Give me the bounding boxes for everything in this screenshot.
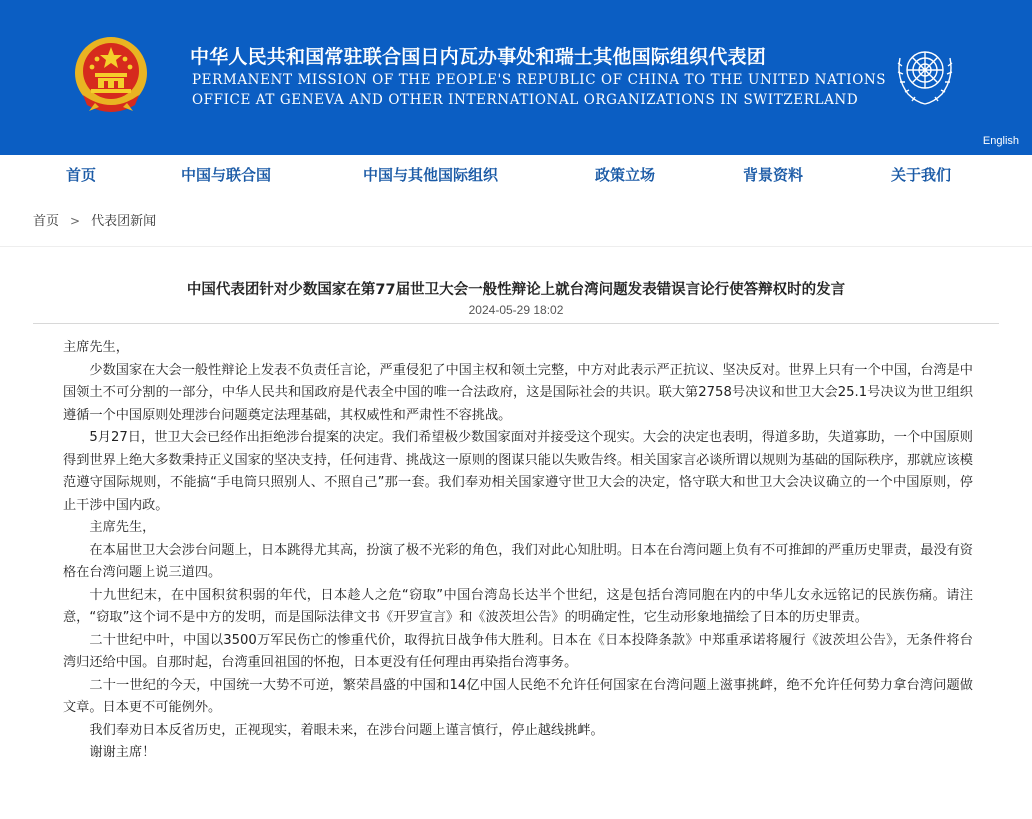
breadcrumb-separator: > [70, 214, 81, 228]
article-paragraph: 二十世纪中叶，中国以3500万军民伤亡的惨重代价，取得抗日战争伟大胜利。日本在《日本投降条款》中郑重承诺将履行《波茨坦公告》，无条件将台湾归还给中国。自那时起，台湾重回祖国的怀抱，日本更没有任何理由再染指台湾事务。 [63, 632, 973, 670]
un-emblem-icon [894, 40, 956, 110]
nav-item-background[interactable]: 背景资料 [743, 166, 804, 184]
article-paragraph: 在本届世卫大会涉台问题上，日本跳得尤其高，扮演了极不光彩的角色，我们对此心知肚明。日本在台湾问题上负有不可推卸的严重历史罪责，最没有资格在台湾问题上说三道四。 [63, 542, 973, 580]
site-title-en-line2: OFFICE AT GENEVA AND OTHER INTERNATIONAL ORGANIZATIONS IN SWITZERLAND [192, 92, 859, 108]
nav-item-china-other-orgs[interactable]: 中国与其他国际组织 [363, 166, 499, 184]
title-divider [33, 323, 999, 324]
article-date: 2024-05-29 18:02 [468, 303, 564, 317]
article-paragraph: 主席先生， [63, 340, 129, 355]
nav-item-home[interactable]: 首页 [66, 166, 97, 184]
breadcrumb-home[interactable]: 首页 [33, 214, 60, 229]
article-title: 中国代表团针对少数国家在第77届世卫大会一般性辩论上就台湾问题发表错误言论行使答辩权时的发言 [186, 282, 846, 298]
article-paragraph: 主席先生， [89, 520, 156, 535]
site-header [0, 0, 1032, 155]
article-body [63, 337, 973, 765]
article-paragraph: 二十一世纪的今天，中国统一大势不可逆，繁荣昌盛的中国和14亿中国人民绝不允许任何国家在台湾问题上滋事挑衅，绝不允许任何势力拿台湾问题做文章。日本更不可能例外。 [63, 677, 973, 715]
main-nav [0, 155, 1032, 195]
site-title-en-line1: PERMANENT MISSION OF THE PEOPLE'S REPUBLIC OF CHINA TO THE UNITED NATIONS [192, 72, 887, 88]
national-emblem-icon[interactable] [73, 35, 149, 113]
article-paragraph: 5月27日，世卫大会已经作出拒绝涉台提案的决定。我们希望极少数国家面对并接受这个现实。大会的决定也表明，得道多助，失道寡助，一个中国原则得到世界上绝大多数秉持正义国家的坚决支持，任何违背、挑战这一原则的图谋只能以失败告终。相关国家言必谈所谓以规则为基础的国际秩序，那就应该模范遵守国际规则，不能搞“手电筒只照别人、不照自己”那一套。我们奉劝相关国家遵守世卫大会的决定，恪守联大和世卫大会决议确立的一个中国原则，停止干涉中国内政。 [63, 430, 973, 513]
article-paragraph: 十九世纪末，在中国积贫积弱的年代，日本趁人之危“窃取”中国台湾岛长达半个世纪，这是包括台湾同胞在内的中华儿女永远铭记的民族伤痛。请注意，“窃取”这个词不是中方的发明，而是国际法律文书《开罗宣言》和《波茨坦公告》的明确定性，它生动形象地描绘了日本的历史罪责。 [63, 587, 973, 625]
article-paragraph: 我们奉劝日本反省历史，正视现实，着眼未来，在涉台问题上谨言慎行，停止越线挑衅。 [89, 722, 604, 738]
english-link[interactable]: English [982, 135, 1019, 147]
site-title-cn: 中华人民共和国常驻联合国日内瓦办事处和瑞士其他国际组织代表团 [190, 46, 767, 68]
article-paragraph: 少数国家在大会一般性辩论上发表不负责任言论，严重侵犯了中国主权和领土完整，中方对此表示严正抗议、坚决反对。世界上只有一个中国，台湾是中国领土不可分割的一部分，中华人民共和国政府是代表全中国的唯一合法政府，这是国际社会的共识。联大第2758号决议和世卫大会25.1号决议为世卫组织遵循一个中国原则处理涉台问题奠定法理基础，其权威性和严肃性不容挑战。 [63, 362, 973, 423]
nav-item-policy[interactable]: 政策立场 [595, 166, 656, 184]
breadcrumb-divider [0, 246, 1032, 247]
breadcrumb [33, 210, 156, 229]
nav-item-china-un[interactable]: 中国与联合国 [181, 166, 272, 184]
article-paragraph: 谢谢主席！ [89, 745, 156, 760]
nav-item-about[interactable]: 关于我们 [891, 166, 952, 184]
breadcrumb-current[interactable]: 代表团新闻 [91, 214, 157, 229]
